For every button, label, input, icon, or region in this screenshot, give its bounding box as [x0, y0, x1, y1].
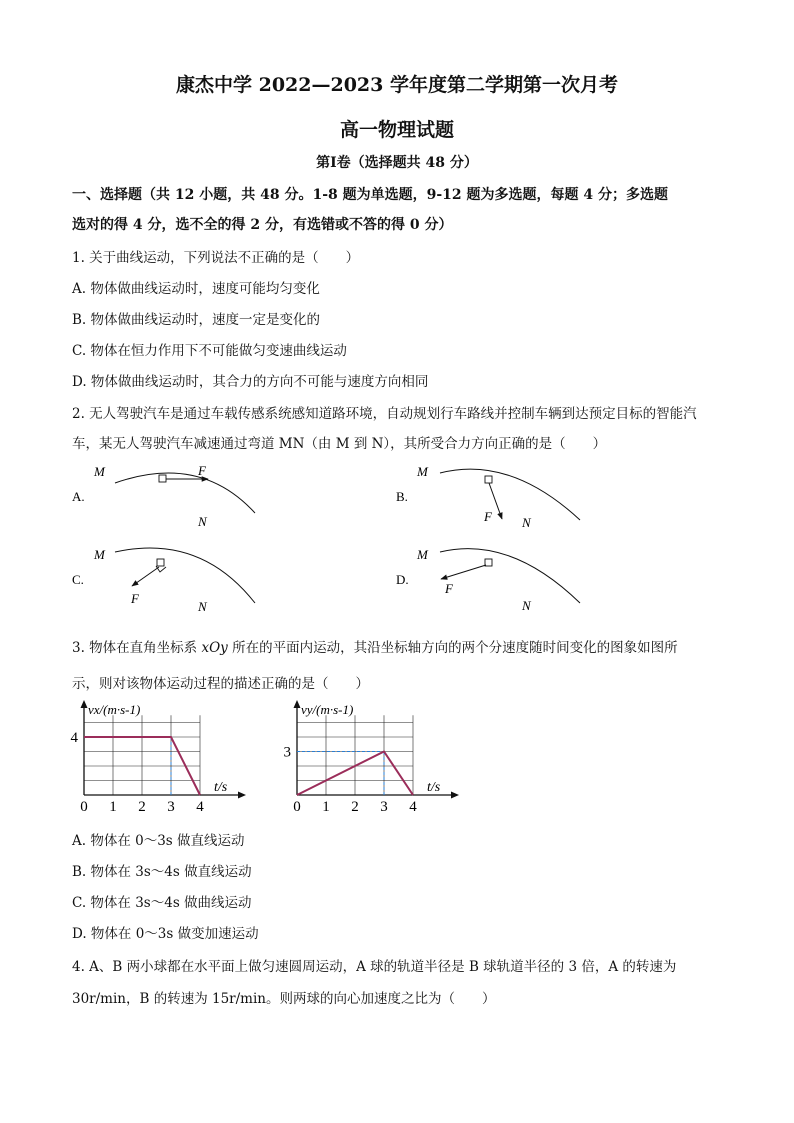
q2-stem-line1: 2. 无人驾驶汽车是通过车载传感系统感知道路环境，自动规划行车路线并控制车辆到达预定目标的智能汽: [72, 406, 697, 422]
label-m: M: [417, 547, 428, 562]
x-tick-label: 0: [80, 799, 88, 815]
x-axis-arrow: [238, 792, 246, 799]
q2-stem-line2: 车，某无人驾驶汽车减速通过弯道 MN（由 M 到 N），其所受合力方向正确的是（ ）: [72, 436, 607, 452]
label-n: N: [522, 515, 531, 530]
car-block: [159, 475, 166, 482]
page-title: 康杰中学 2022—2023 学年度第二学期第一次月考: [176, 74, 618, 96]
car-block: [157, 559, 164, 566]
q2-diagrams: [60, 455, 740, 620]
q3-option-c: C. 物体在 3s～4s 做曲线运动: [72, 895, 252, 911]
curve-path: [440, 549, 580, 603]
q1-option-c: C. 物体在恒力作用下不可能做匀变速曲线运动: [72, 343, 347, 359]
car-block: [485, 559, 492, 566]
force-arrow: [132, 567, 159, 586]
x-tick-label: 2: [351, 799, 359, 815]
y-axis-arrow: [81, 700, 88, 708]
q3-option-b: B. 物体在 3s～4s 做直线运动: [72, 864, 252, 880]
q4-line1: 4. A、B 两小球都在水平面上做匀速圆周运动，A 球的轨道半径是 B 球轨道半径的 3 倍，A 的转速为: [72, 959, 677, 975]
label-m: M: [417, 464, 428, 479]
x-tick-label: 0: [293, 799, 301, 815]
label-m: M: [94, 547, 105, 562]
section-instruction-line1: 一、选择题（共 12 小题，共 48 分。1-8 题为单选题，9-12 题为多选题，每题 4 分；多选题: [72, 187, 669, 203]
q2-diagram-d-option: D.: [396, 572, 409, 587]
x-tick-label: 3: [380, 799, 388, 815]
q1-option-d: D. 物体做曲线运动时，其合力的方向不可能与速度方向相同: [72, 374, 429, 390]
y-tick-label: 3: [283, 744, 291, 761]
y-tick-label: 4: [70, 730, 78, 746]
q3-option-d: D. 物体在 0～3s 做变加速运动: [72, 926, 259, 942]
y-axis-label: vx/(m·s-1): [88, 702, 141, 717]
q2-diagram-a-option: A.: [72, 489, 85, 504]
q3-stem-text-b: 所在的平面内运动，其沿坐标轴方向的两个分速度随时间变化的图象如图所: [227, 640, 678, 656]
q3-vx-chart: [62, 695, 252, 820]
car-block: [485, 476, 492, 483]
label-f: F: [445, 581, 453, 596]
q2-diagram-a: [72, 463, 255, 529]
q1-stem: 1. 关于曲线运动，下列说法不正确的是（ ）: [72, 250, 360, 266]
q2-diagram-b-option: B.: [396, 489, 408, 504]
label-f: F: [131, 591, 139, 606]
q3-option-a: A. 物体在 0～3s 做直线运动: [72, 833, 245, 849]
q3-stem-line2: 示，则对该物体运动过程的描述正确的是（ ）: [72, 676, 369, 692]
right-angle-mark: [156, 566, 166, 572]
q3-vy-chart: [275, 695, 465, 820]
label-m: M: [94, 464, 105, 479]
q1-option-b: B. 物体做曲线运动时，速度一定是变化的: [72, 312, 321, 328]
q1-option-a: A. 物体做曲线运动时，速度可能均匀变化: [72, 281, 320, 297]
x-tick-label: 1: [322, 799, 330, 815]
x-axis-label: t/s: [427, 780, 441, 795]
x-tick-label: 1: [109, 799, 117, 815]
x-axis-label: t/s: [214, 780, 228, 795]
label-f: F: [484, 509, 492, 524]
volume-heading: 第Ⅰ卷（选择题共 48 分）: [316, 155, 478, 171]
y-axis-label: vy/(m·s-1): [301, 702, 354, 717]
section-instruction-line2: 选对的得 4 分，选不全的得 2 分，有选错或不答的得 0 分）: [72, 217, 453, 233]
force-arrow: [441, 565, 486, 579]
q3-stem-text-a: 3. 物体在直角坐标系: [72, 640, 202, 656]
q2-diagram-c: [72, 547, 255, 614]
q2-diagram-b: [396, 464, 580, 530]
q4-line2: 30r/min，B 的转速为 15r/min。则两球的向心加速度之比为（ ）: [72, 991, 496, 1007]
x-tick-label: 4: [409, 799, 417, 815]
curve-path: [440, 469, 580, 520]
q3-stem-line1: [72, 636, 678, 656]
label-n: N: [198, 514, 207, 529]
x-tick-label: 4: [196, 799, 204, 815]
q2-diagram-c-option: C.: [72, 572, 84, 587]
x-tick-label: 3: [167, 799, 175, 815]
x-tick-label: 2: [138, 799, 146, 815]
page-subtitle: 高一物理试题: [339, 119, 454, 141]
label-f: F: [198, 463, 206, 478]
q2-diagram-d: [396, 547, 580, 613]
q3-coord-label: xOy: [201, 640, 228, 656]
x-axis-arrow: [451, 792, 459, 799]
label-n: N: [198, 599, 207, 614]
y-axis-arrow: [294, 700, 301, 708]
label-n: N: [522, 598, 531, 613]
